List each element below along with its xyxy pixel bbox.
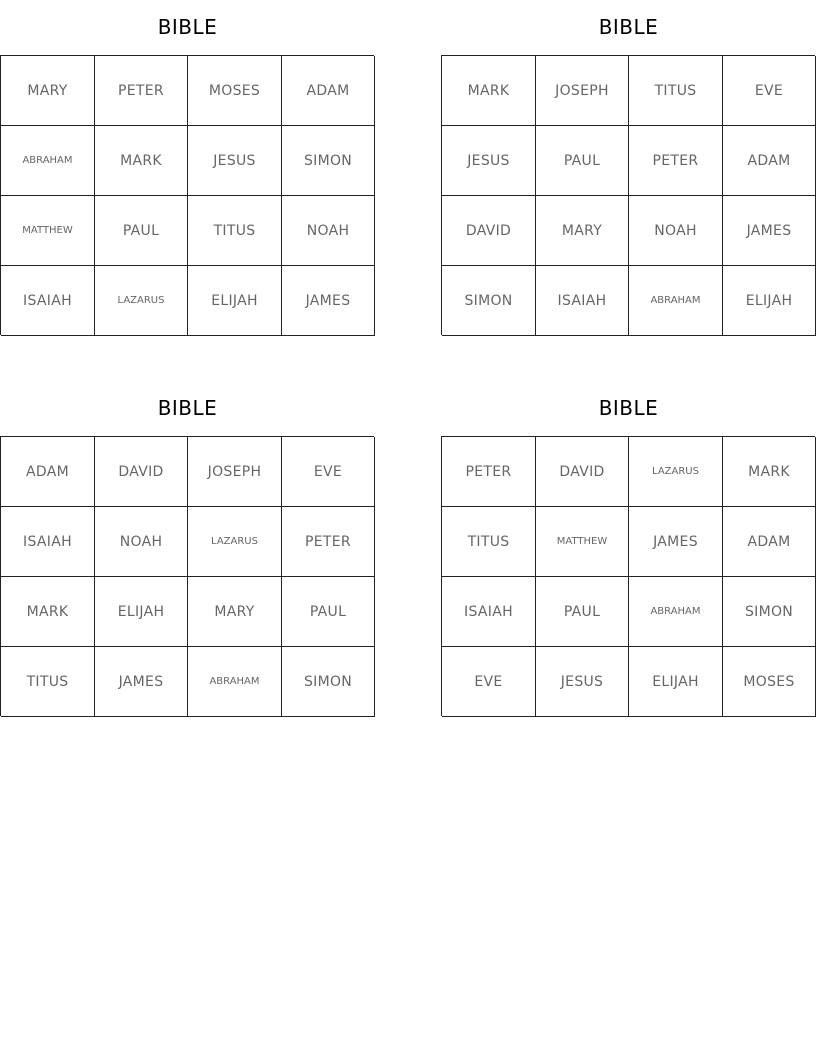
- bingo-cell: PETER: [282, 507, 375, 577]
- bingo-cell: NOAH: [95, 507, 188, 577]
- bingo-cell: DAVID: [442, 196, 536, 266]
- bingo-cell: MARK: [1, 577, 95, 647]
- bingo-cell: ADAM: [723, 126, 816, 196]
- bingo-cell: MARK: [442, 56, 536, 126]
- bingo-cell: ELIJAH: [188, 266, 282, 336]
- bingo-cell: MARY: [536, 196, 629, 266]
- bingo-grid: [441, 55, 815, 335]
- bingo-cell: JAMES: [95, 647, 188, 717]
- bingo-cell: DAVID: [95, 437, 188, 507]
- bingo-cell: MARK: [723, 437, 816, 507]
- bingo-cell: JAMES: [282, 266, 375, 336]
- bingo-cell: JOSEPH: [188, 437, 282, 507]
- bingo-cell: SIMON: [442, 266, 536, 336]
- bingo-grid: [0, 55, 374, 335]
- bingo-cell: MATTHEW: [536, 507, 629, 577]
- bingo-cell: EVE: [282, 437, 375, 507]
- bingo-cell: ABRAHAM: [188, 647, 282, 717]
- bingo-cell: PAUL: [95, 196, 188, 266]
- bingo-cell: ISAIAH: [1, 507, 95, 577]
- card-title: BIBLE: [598, 15, 659, 39]
- bingo-cell: ELIJAH: [629, 647, 723, 717]
- bingo-cell: LAZARUS: [188, 507, 282, 577]
- bingo-cell: DAVID: [536, 437, 629, 507]
- card-title: BIBLE: [157, 396, 218, 420]
- bingo-cell: PAUL: [536, 577, 629, 647]
- bingo-cell: NOAH: [629, 196, 723, 266]
- bingo-cell: ELIJAH: [723, 266, 816, 336]
- bingo-cell: TITUS: [629, 56, 723, 126]
- bingo-cell: ADAM: [282, 56, 375, 126]
- bingo-cell: EVE: [442, 647, 536, 717]
- bingo-cell: MARK: [95, 126, 188, 196]
- bingo-cell: JESUS: [442, 126, 536, 196]
- bingo-cell: SIMON: [282, 126, 375, 196]
- bingo-cell: ABRAHAM: [629, 577, 723, 647]
- bingo-cell: MOSES: [723, 647, 816, 717]
- card-title: BIBLE: [157, 15, 218, 39]
- bingo-cell: PETER: [442, 437, 536, 507]
- bingo-cell: PETER: [95, 56, 188, 126]
- bingo-cell: EVE: [723, 56, 816, 126]
- bingo-cell: MARY: [1, 56, 95, 126]
- bingo-cell: PAUL: [536, 126, 629, 196]
- bingo-cell: PETER: [629, 126, 723, 196]
- bingo-cell: ABRAHAM: [629, 266, 723, 336]
- bingo-grid: [441, 436, 815, 716]
- bingo-cell: ADAM: [723, 507, 816, 577]
- bingo-cell: ISAIAH: [1, 266, 95, 336]
- bingo-cell: TITUS: [442, 507, 536, 577]
- bingo-cell: LAZARUS: [95, 266, 188, 336]
- bingo-cell: PAUL: [282, 577, 375, 647]
- bingo-cell: SIMON: [723, 577, 816, 647]
- bingo-cell: JOSEPH: [536, 56, 629, 126]
- bingo-cell: ELIJAH: [95, 577, 188, 647]
- bingo-cell: JESUS: [188, 126, 282, 196]
- bingo-cell: NOAH: [282, 196, 375, 266]
- bingo-cell: TITUS: [188, 196, 282, 266]
- bingo-cell: TITUS: [1, 647, 95, 717]
- bingo-cell: JESUS: [536, 647, 629, 717]
- bingo-cell: MARY: [188, 577, 282, 647]
- card-title: BIBLE: [598, 396, 659, 420]
- bingo-cell: JAMES: [629, 507, 723, 577]
- bingo-cell: LAZARUS: [629, 437, 723, 507]
- bingo-cell: ADAM: [1, 437, 95, 507]
- bingo-grid: [0, 436, 374, 716]
- bingo-cell: MOSES: [188, 56, 282, 126]
- bingo-cell: ISAIAH: [442, 577, 536, 647]
- bingo-cell: SIMON: [282, 647, 375, 717]
- bingo-cell: ABRAHAM: [1, 126, 95, 196]
- bingo-cell: MATTHEW: [1, 196, 95, 266]
- bingo-cell: JAMES: [723, 196, 816, 266]
- bingo-cell: ISAIAH: [536, 266, 629, 336]
